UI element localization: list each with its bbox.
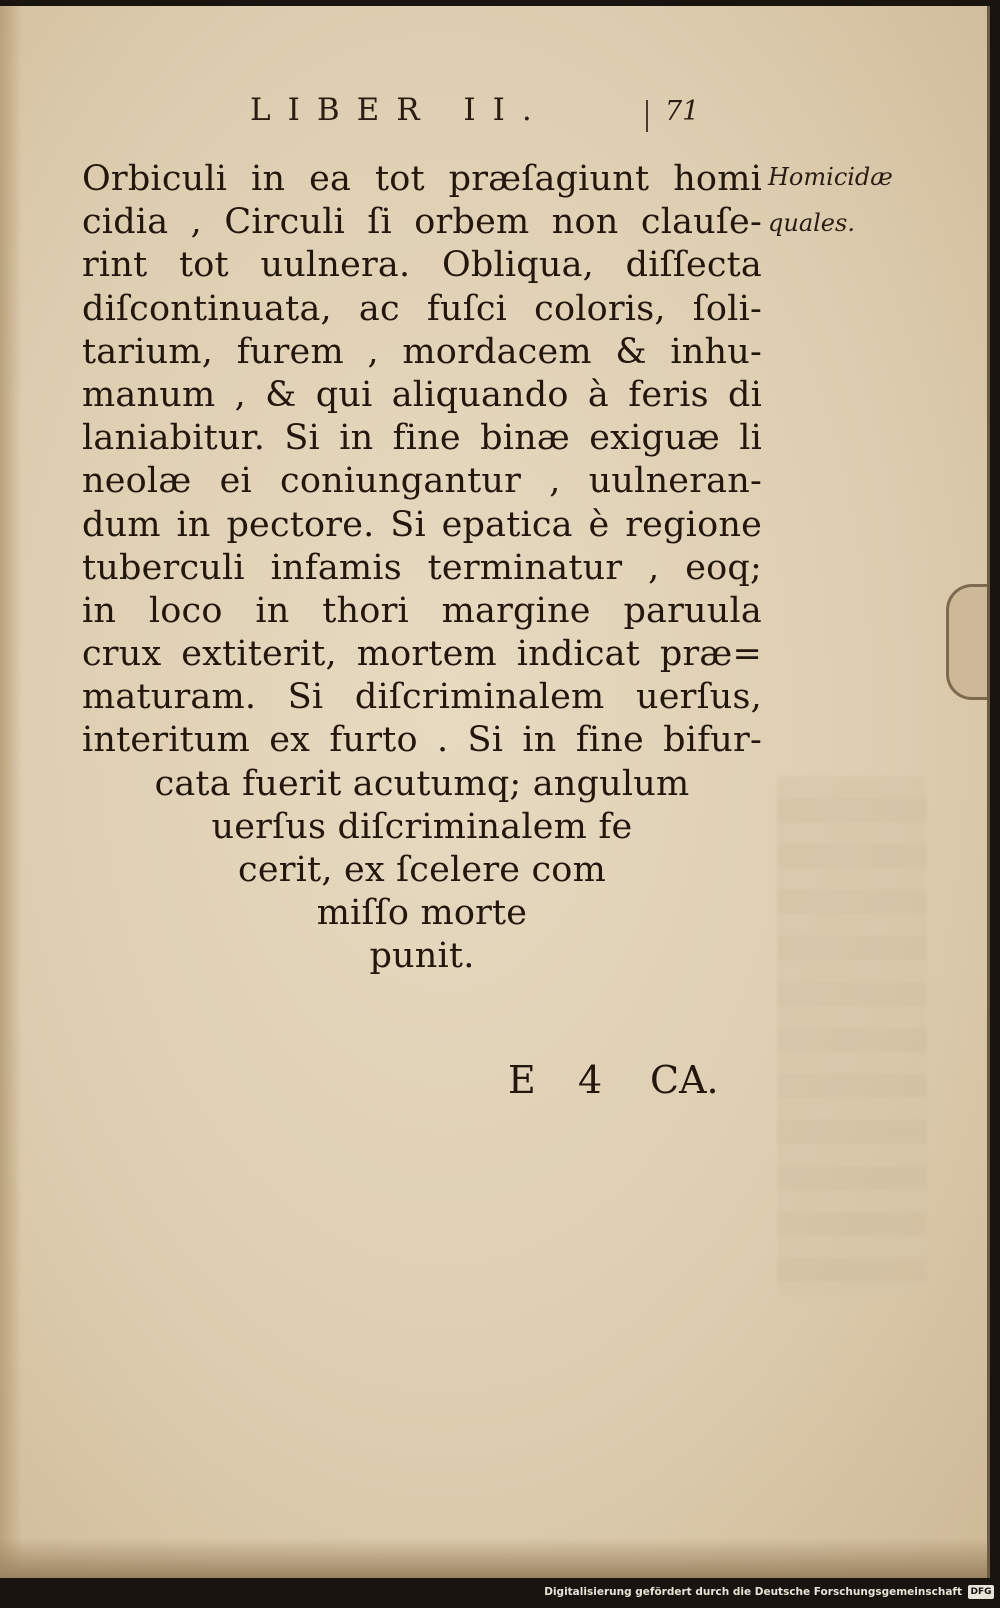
text-line: punit. xyxy=(369,936,475,977)
text-line: interitum ex furto . Si in fine bifur- xyxy=(82,720,762,761)
page-header xyxy=(250,92,730,142)
text-line: uerſus diſcriminalem fe xyxy=(211,806,633,847)
text-line: diſcontinuata, ac fuſci coloris, ſoli- xyxy=(82,288,762,329)
body-text xyxy=(82,158,762,979)
text-line: tuberculi infamis terminatur , eoq; xyxy=(82,547,762,588)
text-line: cidia , Circuli ſi orbem non clauſe- xyxy=(82,202,762,243)
text-line: neolæ ei coniungantur , uulneran- xyxy=(82,461,762,502)
text-line: dum in pectore. Si epatica è regione xyxy=(82,504,762,545)
text-line: in loco in thori margine paruula xyxy=(82,590,762,631)
catchword-line xyxy=(500,1058,770,1108)
text-line: tarium, furem , mordacem & inhu- xyxy=(82,331,762,372)
book-page xyxy=(0,6,990,1578)
text-line: cerit, ex ſcelere com xyxy=(238,850,606,890)
funding-credit: Digitalisierung gefördert durch die Deutsche Forschungsgemeinschaft xyxy=(544,1586,962,1598)
text-line: laniabitur. Si in fine binæ exiguæ li xyxy=(82,418,762,459)
page-number: 71 xyxy=(665,96,700,127)
margin-note xyxy=(768,154,908,246)
text-line: maturam. Si diſcriminalem uerſus, xyxy=(82,677,762,718)
margin-note-line: Homicidæ xyxy=(768,163,893,191)
book-clasp xyxy=(946,584,987,700)
page-edge-shadow xyxy=(0,6,22,1578)
dfg-logo: DFG xyxy=(968,1585,994,1599)
text-line: crux extiterit, mortem indicat præ= xyxy=(82,634,762,675)
catchword: CA. xyxy=(650,1058,719,1102)
show-through-text xyxy=(777,776,927,1296)
signature-mark: E xyxy=(508,1058,536,1102)
text-line: miſſo morte xyxy=(316,893,528,934)
text-line: Orbiculi in ea tot præſagiunt homi xyxy=(82,159,762,199)
running-head: LIBER II. xyxy=(250,92,549,128)
header-mark xyxy=(646,100,648,132)
footer-bar xyxy=(0,1582,1000,1608)
signature-number: 4 xyxy=(578,1058,603,1102)
text-line: cata fuerit acutumq; angulum xyxy=(154,763,690,804)
text-line: manum , & qui aliquando à feris di xyxy=(82,374,762,415)
margin-note-line: quales. xyxy=(768,209,855,237)
text-line: rint tot uulnera. Obliqua, diſſecta xyxy=(82,245,762,286)
page-bottom-shadow xyxy=(0,1538,987,1578)
